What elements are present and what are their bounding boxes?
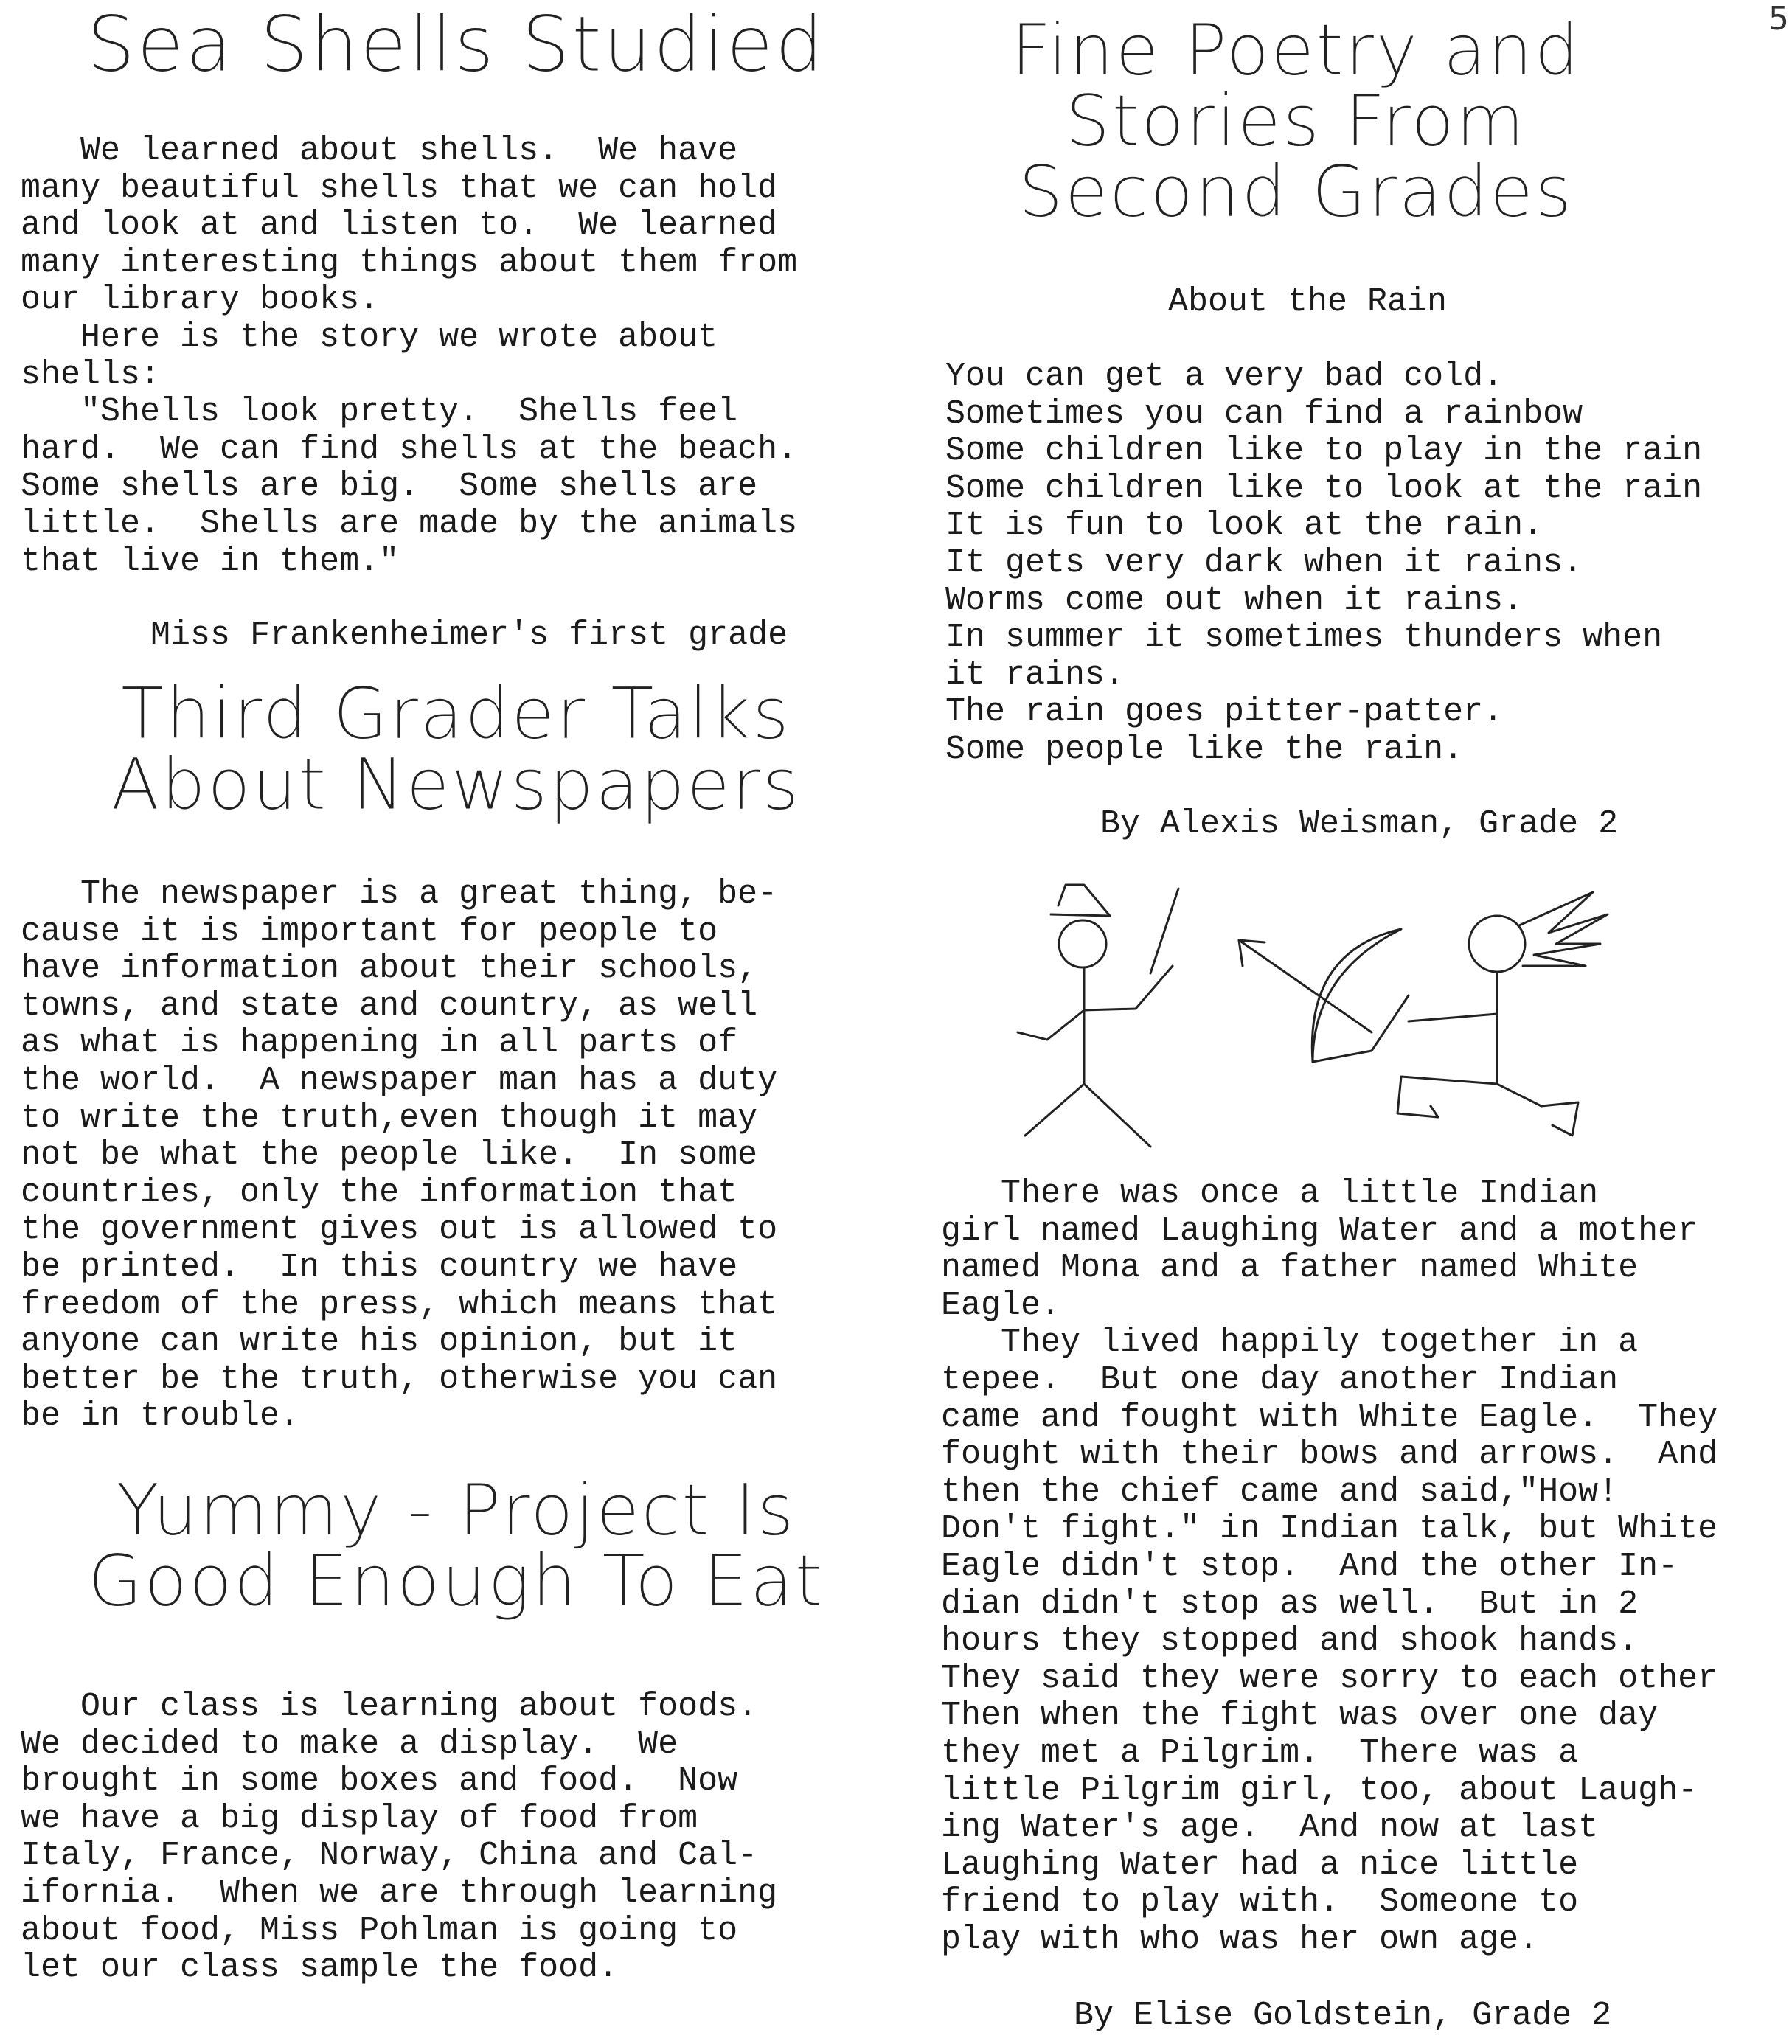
figure-head-left <box>1059 920 1106 967</box>
poetry-headline-line3: Second Grades <box>1018 150 1574 233</box>
figure-head-right <box>1469 916 1525 972</box>
newspapers-headline-line1: Third Grader Talks <box>121 672 791 755</box>
stick-figure-illustration <box>988 863 1652 1158</box>
page-number: 5 <box>1768 0 1789 38</box>
story-body: There was once a little Indian girl named Laughing Water and a mother named Mona and a father named White Eagle. They lived happily together in a tepee. But one day another Indian came and fought with White Eagle. They fought with their bows and arrows. And then the chief came and said,"How! Don't fight." in Indian talk, but White Eagle didn't stop. And the other In- dian didn't stop as well. But in 2 hours they stopped and shook hands. They said they were sorry to each other Then when the fight was over one day they met a Pilgrim. There was a little Pilgrim girl, too, about Laugh- ing Water's age. And now at last Laughing Water had a nice little friend to play with. Someone to play with who was her own age. <box>941 1175 1718 1958</box>
shells-article-body: We learned about shells. We have many beautiful shells that we can hold and look at and listen to. We learned many interesting things about them from our library books. Here is the story we wrote about shells: "Shells look pretty. Shells feel hard. We can find shells at the beach. Some shells are big. Some shells are little. Shells are made by the animals that live in them." <box>21 132 798 580</box>
newspapers-article-body: The newspaper is a great thing, be- cause it is important for people to have information about their schools, towns, and state and country, as well as what is happening in all parts of the world. A newspaper man has a duty to write the truth,even though it may not be what the people like. In some countries, only the information that the government gives out is allowed to be printed. In this country we have freedom of the press, which means that anyone can write his opinion, but it better be the truth, otherwise you can be in trouble. <box>21 875 778 1436</box>
poetry-headline-line1: Fine Poetry and <box>1010 9 1581 91</box>
shells-headline: Sea Shells Studied <box>86 0 825 89</box>
yummy-headline <box>21 1469 891 1622</box>
newspapers-headline <box>21 672 891 826</box>
yummy-article-body: Our class is learning about foods. We decided to make a display. We brought in some boxes and food. Now we have a big display of food from Italy, France, Norway, China and Cal- ifornia. When we are through learning about food, Miss Pohlman is going to let our class sample the food. <box>21 1688 778 1987</box>
newspapers-headline-line2: About Newspapers <box>111 743 801 826</box>
poetry-headline-line2: Stories From <box>1065 80 1527 162</box>
poem-body: You can get a very bad cold. Sometimes you can find a rainbow Some children like to play in the rain Some children like to look at the rain It is fun to look at the rain. It gets very dark when it rains. Worms come out when it rains. In summer it sometimes thunders when it rains. The rain goes pitter-patter. Some people like the rain. <box>945 358 1703 768</box>
shells-byline: Miss Frankenheimer's first grade <box>150 616 788 654</box>
story-byline: By Elise Goldstein, Grade 2 <box>1074 1997 1612 2034</box>
poetry-headline <box>945 9 1646 233</box>
yummy-headline-line1: Yummy - Project Is <box>116 1469 796 1551</box>
poem-title: About the Rain <box>1168 283 1448 321</box>
yummy-headline-line2: Good Enough To Eat <box>87 1540 824 1622</box>
bow-icon <box>1312 929 1401 1062</box>
hat-icon <box>1051 885 1110 916</box>
feather-icon <box>1519 892 1608 966</box>
poem-byline: By Alexis Weisman, Grade 2 <box>1100 805 1619 843</box>
arrow-icon <box>1239 940 1372 1032</box>
